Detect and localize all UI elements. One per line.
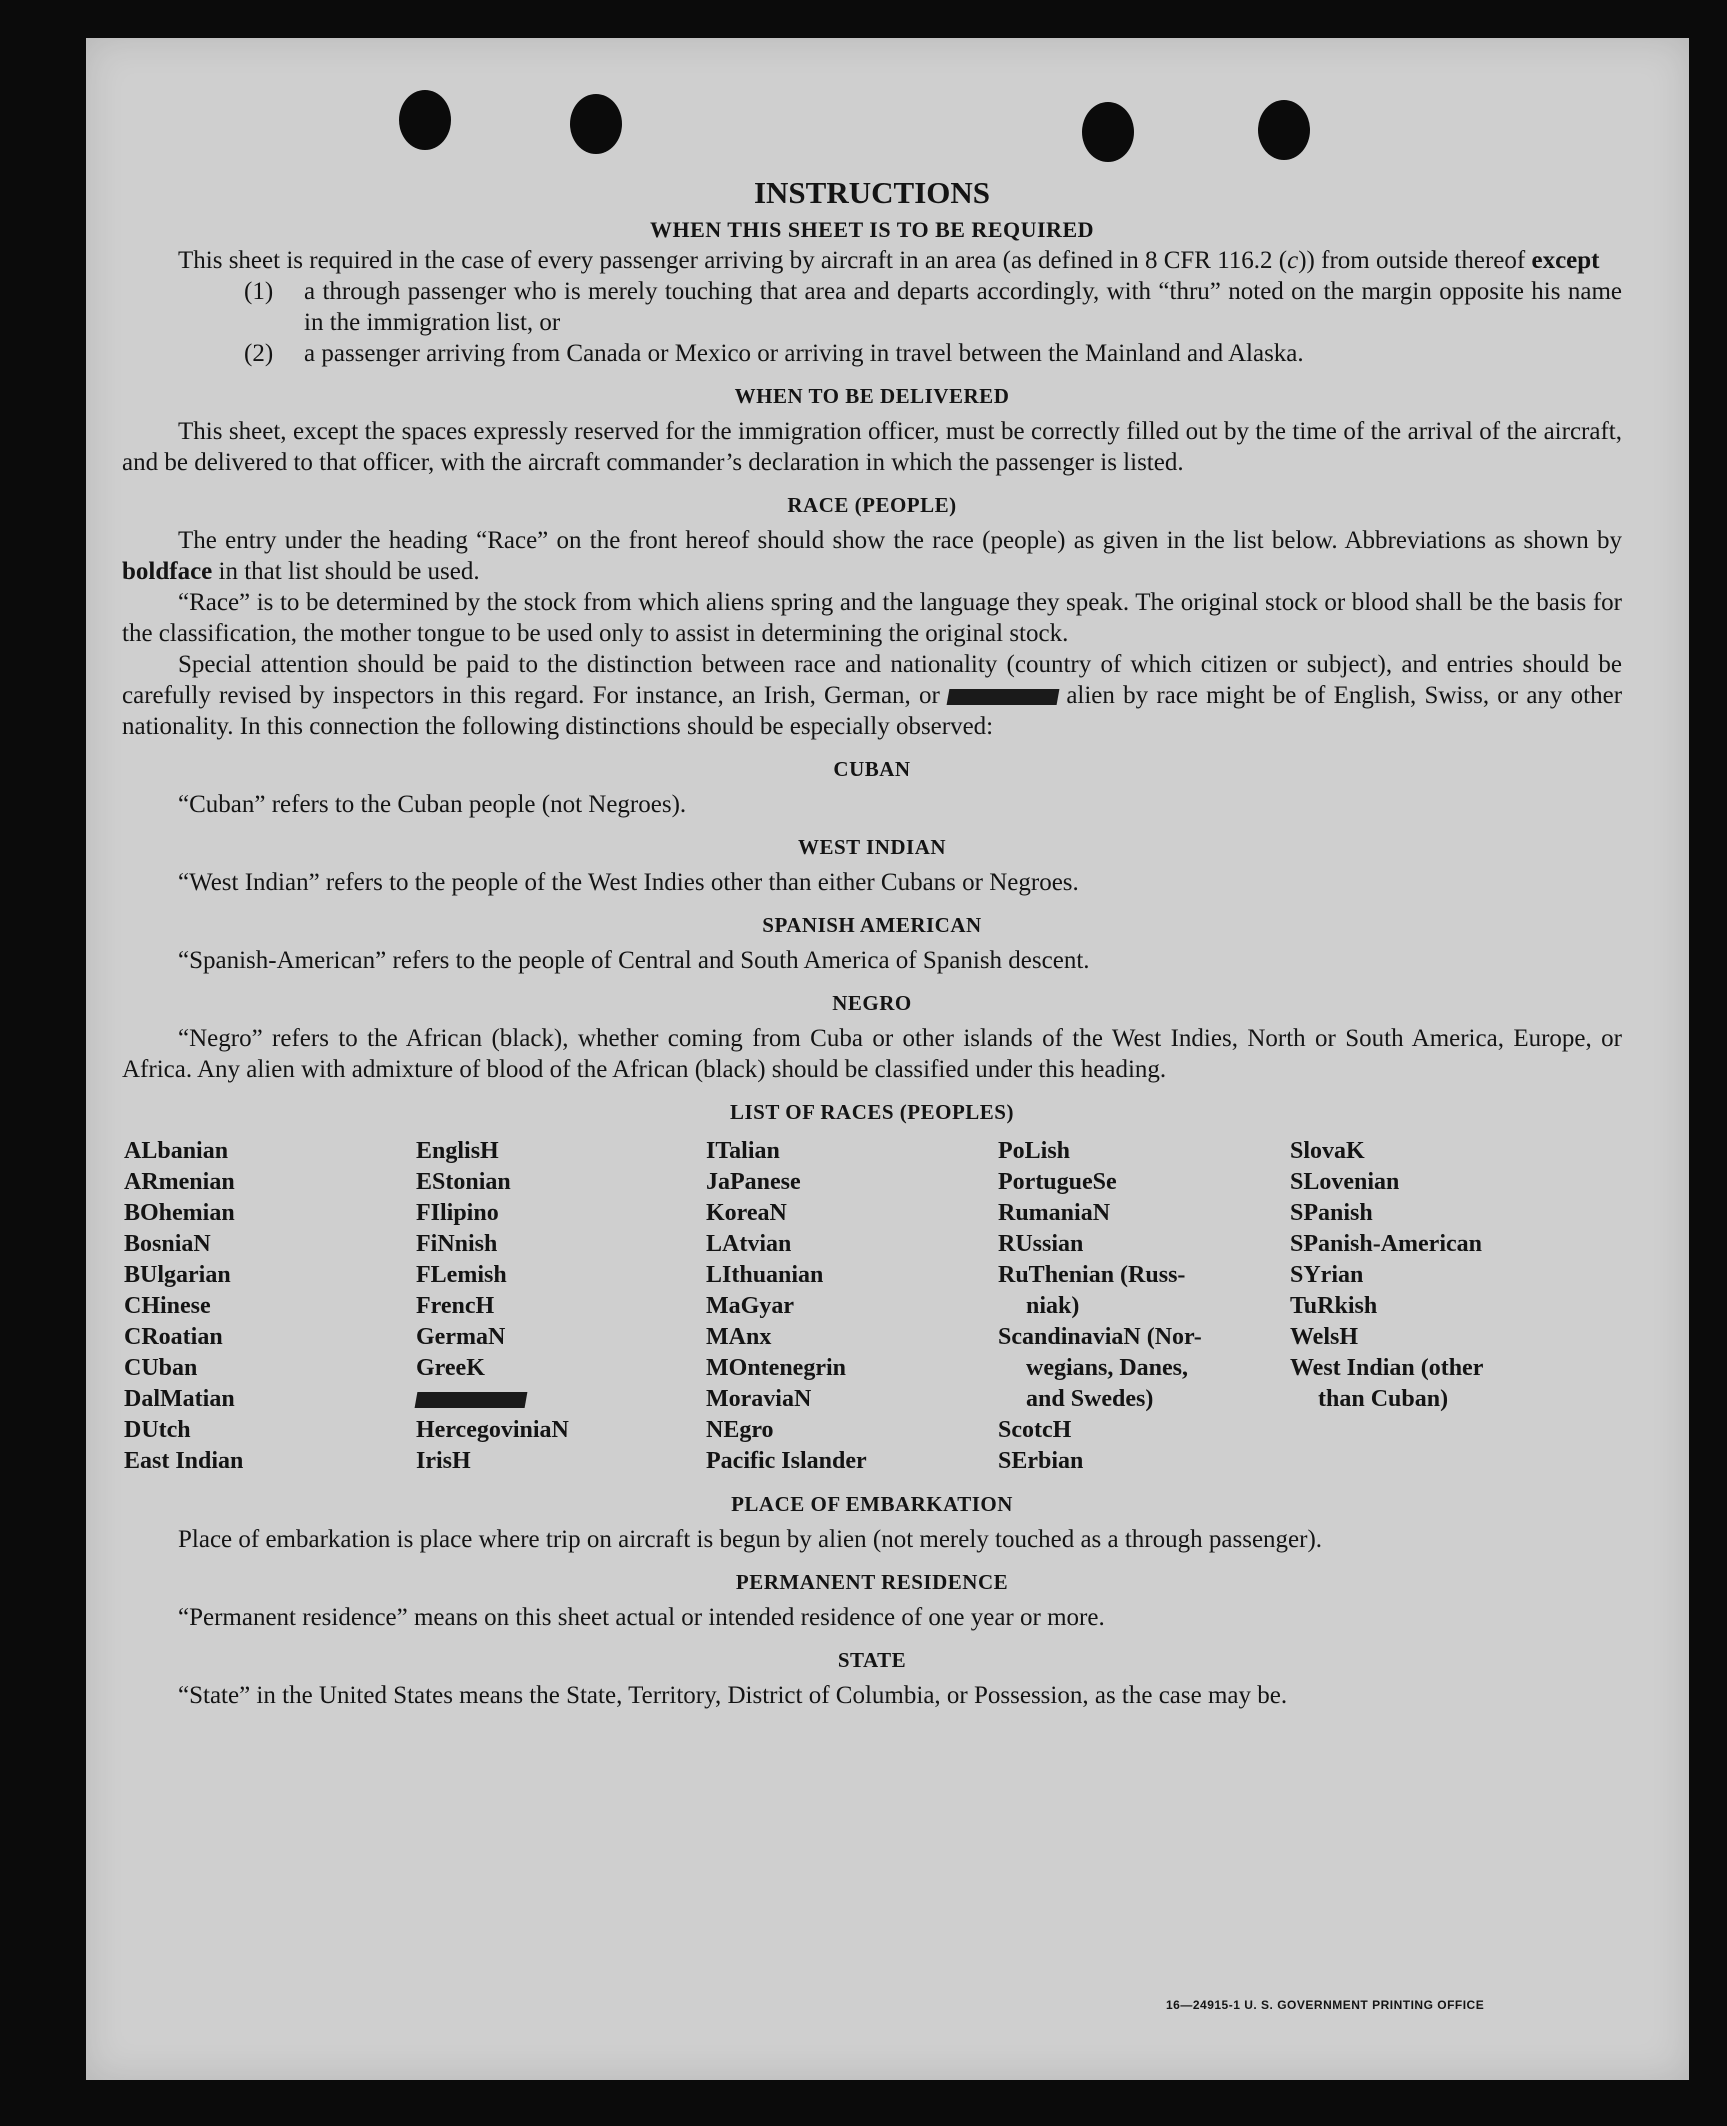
- section-heading: NEGRO: [832, 991, 912, 1015]
- paragraph: “State” in the United States means the State, Territory, District of Columbia, or Possession, as the case may be.: [178, 1682, 1288, 1709]
- race-item: CHinese: [124, 1293, 211, 1319]
- section-heading: WHEN TO BE DELIVERED: [734, 384, 1010, 408]
- race-item: niak): [1026, 1293, 1080, 1319]
- race-item: SlovaK: [1290, 1138, 1365, 1164]
- race-item: RuThenian (Russ-: [998, 1262, 1186, 1288]
- punch-hole: [1258, 100, 1310, 160]
- print-code: 16—24915-1 U. S. GOVERNMENT PRINTING OFFICE: [1166, 1998, 1485, 2012]
- section-heading: LIST OF RACES (PEOPLES): [730, 1100, 1014, 1124]
- section-heading: PLACE OF EMBARKATION: [731, 1492, 1013, 1516]
- page-title: INSTRUCTIONS: [753, 175, 990, 210]
- race-item: GermaN: [416, 1324, 506, 1350]
- race-item: PortugueSe: [998, 1169, 1117, 1195]
- race-item: BosniaN: [124, 1231, 211, 1257]
- race-item: RumaniaN: [998, 1200, 1111, 1226]
- redaction-mark: [947, 689, 1060, 705]
- race-item: FLemish: [416, 1262, 507, 1288]
- race-item: PoLish: [998, 1138, 1071, 1164]
- race-item: GreeK: [416, 1355, 485, 1381]
- race-item: SErbian: [998, 1448, 1084, 1474]
- race-column: [416, 1136, 706, 1477]
- race-item: ITalian: [706, 1138, 780, 1164]
- document-page: [86, 38, 1689, 2080]
- redaction-mark: [415, 1392, 528, 1408]
- race-item: FrencH: [416, 1293, 495, 1319]
- race-item: wegians, Danes,: [1026, 1355, 1189, 1381]
- race-item: SPanish-American: [1290, 1231, 1482, 1257]
- section-heading: WEST INDIAN: [797, 835, 947, 859]
- race-item: HercegoviniaN: [416, 1417, 569, 1443]
- race-item: Pacific Islander: [706, 1448, 867, 1474]
- race-item: East Indian: [124, 1448, 244, 1474]
- race-item: FiNnish: [416, 1231, 498, 1257]
- section-heading: SPANISH AMERICAN: [762, 913, 982, 937]
- race-item: IrisH: [416, 1448, 471, 1474]
- race-item: West Indian (other: [1290, 1355, 1484, 1381]
- section-heading: CUBAN: [833, 757, 911, 781]
- section-heading: WHEN THIS SHEET IS TO BE REQUIRED: [649, 217, 1095, 242]
- paragraph: The entry under the heading “Race” on the front hereof should show the race (people) as given in the list below. Abbreviations as shown by boldface in that list should be used.: [122, 527, 1622, 585]
- paragraph: Place of embarkation is place where trip on aircraft is begun by alien (not merely touched as a through passenger).: [178, 1526, 1323, 1553]
- punch-hole: [399, 90, 451, 150]
- section-heading: PERMANENT RESIDENCE: [735, 1570, 1009, 1594]
- paragraph: “West Indian” refers to the people of the West Indies other than either Cubans or Negroes.: [178, 869, 1079, 896]
- section-heading: RACE (PEOPLE): [787, 493, 957, 517]
- race-item: SPanish: [1290, 1200, 1373, 1226]
- race-item: FIlipino: [416, 1200, 499, 1226]
- race-item: LIthuanian: [706, 1262, 824, 1288]
- punch-hole: [1082, 102, 1134, 162]
- race-item: ALbanian: [124, 1138, 229, 1164]
- race-item: than Cuban): [1318, 1386, 1449, 1412]
- race-item: EStonian: [416, 1169, 511, 1195]
- race-item: CRoatian: [124, 1324, 223, 1350]
- race-item-redacted: [416, 1384, 706, 1415]
- race-item: SLovenian: [1290, 1169, 1400, 1195]
- race-column: [706, 1136, 998, 1477]
- paragraph: “Race” is to be determined by the stock from which aliens spring and the language they speak. The original stock or blood shall be the basis for the classification, the mother tongue to be used only to assist in determining the original stock.: [122, 589, 1622, 647]
- race-item: ScandinaviaN (Nor-: [998, 1324, 1202, 1350]
- paragraph: “Cuban” refers to the Cuban people (not Negroes).: [178, 791, 687, 818]
- race-item: BUlgarian: [124, 1262, 231, 1288]
- race-item: KoreaN: [706, 1200, 787, 1226]
- paragraph: “Negro” refers to the African (black), whether coming from Cuba or other islands of the West Indies, North or South America, Europe, or Africa. Any alien with admixture of blood of the African (black) should be classified under this heading.: [122, 1025, 1622, 1083]
- exception-item: (2) a passenger arriving from Canada or Mexico or arriving in travel between the Mainland and Alaska.: [244, 340, 1304, 367]
- race-item: DUtch: [124, 1417, 191, 1443]
- race-item: and Swedes): [1026, 1386, 1154, 1412]
- race-item: BOhemian: [124, 1200, 235, 1226]
- race-item: WelsH: [1290, 1324, 1359, 1350]
- paragraph: Special attention should be paid to the distinction between race and nationality (country of which citizen or subject), and entries should be carefully revised by inspectors in this regard. For instance, an Irish, German, or alien by race might be of English, Swiss, or any other nationality. In this connection the following distinctions should be especially observed:: [122, 651, 1623, 740]
- race-item: RUssian: [998, 1231, 1084, 1257]
- race-item: CUban: [124, 1355, 198, 1381]
- paragraph: This sheet is required in the case of every passenger arriving by aircraft in an area (as defined in 8 CFR 116.2 (c)) from outside thereof except: [178, 247, 1600, 274]
- race-list: [122, 1136, 1622, 1477]
- paragraph: “Permanent residence” means on this sheet actual or intended residence of one year or more.: [178, 1604, 1105, 1631]
- instructions-body: [122, 174, 1622, 1711]
- race-item: MOntenegrin: [706, 1355, 846, 1381]
- race-item: MAnx: [706, 1324, 772, 1350]
- paragraph: “Spanish-American” refers to the people of Central and South America of Spanish descent.: [178, 947, 1090, 974]
- race-column: [1290, 1136, 1590, 1477]
- exception-item: (1) a through passenger who is merely touching that area and departs accordingly, with “thru” noted on the margin opposite his name in the immigration list, or: [244, 278, 1622, 336]
- race-item: NEgro: [706, 1417, 774, 1443]
- race-item: JaPanese: [706, 1169, 801, 1195]
- race-item: ScotcH: [998, 1417, 1072, 1443]
- race-item: SYrian: [1290, 1262, 1364, 1288]
- race-item: LAtvian: [706, 1231, 792, 1257]
- section-heading: STATE: [837, 1648, 907, 1672]
- race-item: DalMatian: [124, 1386, 235, 1412]
- punch-hole: [570, 94, 622, 154]
- race-item: ARmenian: [124, 1169, 235, 1195]
- race-item: MoraviaN: [706, 1386, 812, 1412]
- paragraph: This sheet, except the spaces expressly reserved for the immigration officer, must be correctly filled out by the time of the arrival of the aircraft, and be delivered to that officer, with the aircraft commander’s declaration in which the passenger is listed.: [122, 418, 1622, 476]
- race-item: TuRkish: [1290, 1293, 1378, 1319]
- race-column: [124, 1136, 416, 1477]
- race-column: [998, 1136, 1290, 1477]
- race-item: EnglisH: [416, 1138, 499, 1164]
- race-item: MaGyar: [706, 1293, 794, 1319]
